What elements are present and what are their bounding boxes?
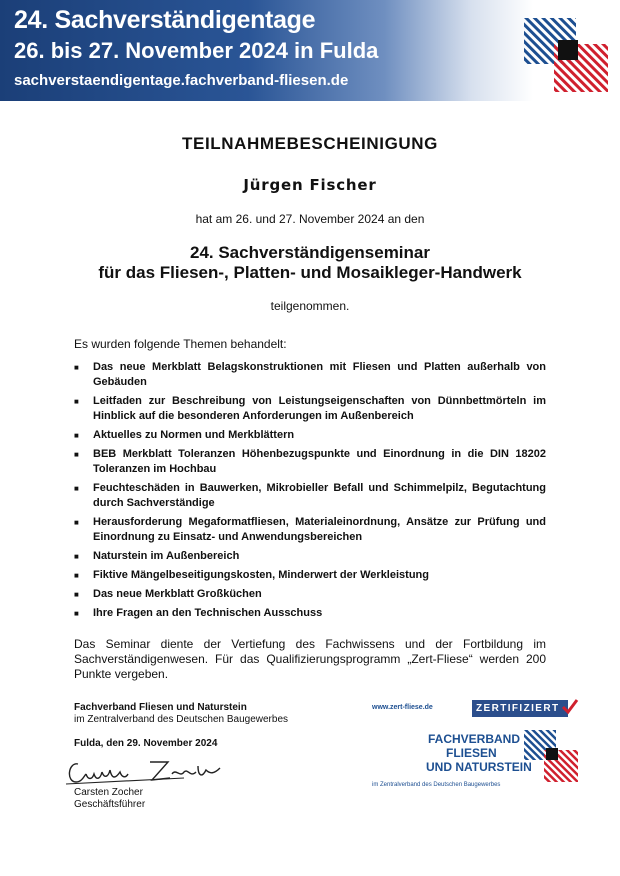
bullet-icon: ■ <box>74 571 79 580</box>
cert-url: www.zert-fliese.de <box>372 704 433 711</box>
banner-event-title: 24. Sachverständigentage <box>14 6 316 34</box>
topic-text: Ihre Fragen an den Technischen Ausschuss <box>93 607 323 619</box>
topic-text: Leitfaden zur Beschreibung von Leistungseigenschaften von Dünnbettmörteln im Hinblick auf die besonderen Anforderungen im Außenbereich <box>93 395 546 422</box>
bullet-icon: ■ <box>74 431 79 440</box>
seminar-title <box>0 243 620 283</box>
topics-list <box>74 360 546 625</box>
bullet-icon: ■ <box>74 552 79 561</box>
list-item <box>74 568 546 583</box>
topics-intro: Es wurden folgende Themen behandelt: <box>74 337 287 351</box>
list-item <box>74 606 546 621</box>
fachverband-logo-icon <box>524 730 580 784</box>
cert-org-line1: FACHVERBAND <box>428 732 521 746</box>
organization-subtitle: im Zentralverband des Deutschen Baugewerbes <box>74 714 289 725</box>
topic-text: Das neue Merkblatt Belagskonstruktionen mit Fliesen und Platten außerhalb von Gebäuden <box>93 361 546 388</box>
seminar-title-line1: 24. Sachverständigenseminar <box>189 243 430 262</box>
list-item <box>74 394 546 424</box>
bullet-icon: ■ <box>74 363 79 372</box>
participation-statement: teilgenommen. <box>270 299 350 313</box>
cert-org-line3: UND NATURSTEIN <box>426 760 532 774</box>
event-banner <box>0 0 620 101</box>
signer-title: Geschäftsführer <box>74 799 146 810</box>
list-item <box>74 515 546 545</box>
cert-footnote: im Zentralverband des Deutschen Baugewerbes <box>372 782 501 788</box>
topic-text: Aktuelles zu Normen und Merkblättern <box>93 429 295 441</box>
seminar-title-line2: für das Fliesen-, Platten- und Mosaikleger-Handwerk <box>98 263 522 282</box>
list-item <box>74 428 546 443</box>
topic-text: Fiktive Mängelbeseitigungskosten, Minderwert der Werkleistung <box>93 569 429 581</box>
closing-paragraph: Das Seminar diente der Vertiefung des Fachwissens und der Fortbildung im Sachverständigenwesen. Für das Qualifizierungsprogramm „Zert-Fliese“ werden 200 Punkte vergeben. <box>74 637 546 681</box>
bullet-icon: ■ <box>74 590 79 599</box>
participant-name: Jürgen Fischer <box>243 176 377 194</box>
list-item <box>74 447 546 477</box>
checkmark-icon <box>561 698 579 716</box>
bullet-icon: ■ <box>74 397 79 406</box>
signer-block <box>74 787 145 811</box>
topic-text: Naturstein im Außenbereich <box>93 550 240 562</box>
list-item <box>74 360 546 390</box>
topic-text: Herausforderung Megaformatfliesen, Materialeinordnung, Ansätze zur Prüfung und Einordnung zu Einsatz- und Anwendungsbereichen <box>93 516 546 543</box>
issue-date: Fulda, den 29. November 2024 <box>74 738 218 749</box>
bullet-icon: ■ <box>74 450 79 459</box>
zert-fliese-logo <box>366 698 582 792</box>
signer-name: Carsten Zocher <box>74 787 143 798</box>
banner-event-url: sachverstaendigentage.fachverband-fliesen.de <box>14 72 349 89</box>
topic-text: Das neue Merkblatt Großküchen <box>93 588 262 600</box>
signature-icon <box>64 752 234 788</box>
certificate-intro: hat am 26. und 27. November 2024 an den <box>195 212 425 226</box>
certified-badge: ZERTIFIZIERT <box>472 700 568 717</box>
topic-text: Feuchteschäden in Bauwerken, Mikrobieller Befall und Schimmelpilz, Begutachtung durch Sachverständige <box>93 482 546 509</box>
certificate-title: TEILNAHMEBESCHEINIGUNG <box>182 134 438 153</box>
list-item <box>74 587 546 602</box>
organization-name: Fachverband Fliesen und Naturstein <box>74 702 247 713</box>
event-logo-icon <box>524 18 610 94</box>
cert-org-line2: FLIESEN <box>446 746 497 760</box>
bullet-icon: ■ <box>74 518 79 527</box>
bullet-icon: ■ <box>74 484 79 493</box>
list-item <box>74 549 546 564</box>
list-item <box>74 481 546 511</box>
bullet-icon: ■ <box>74 609 79 618</box>
banner-event-dates: 26. bis 27. November 2024 in Fulda <box>14 38 379 63</box>
topic-text: BEB Merkblatt Toleranzen Höhenbezugspunkte und Einordnung in die DIN 18202 Toleranzen im Hochbau <box>93 448 546 475</box>
